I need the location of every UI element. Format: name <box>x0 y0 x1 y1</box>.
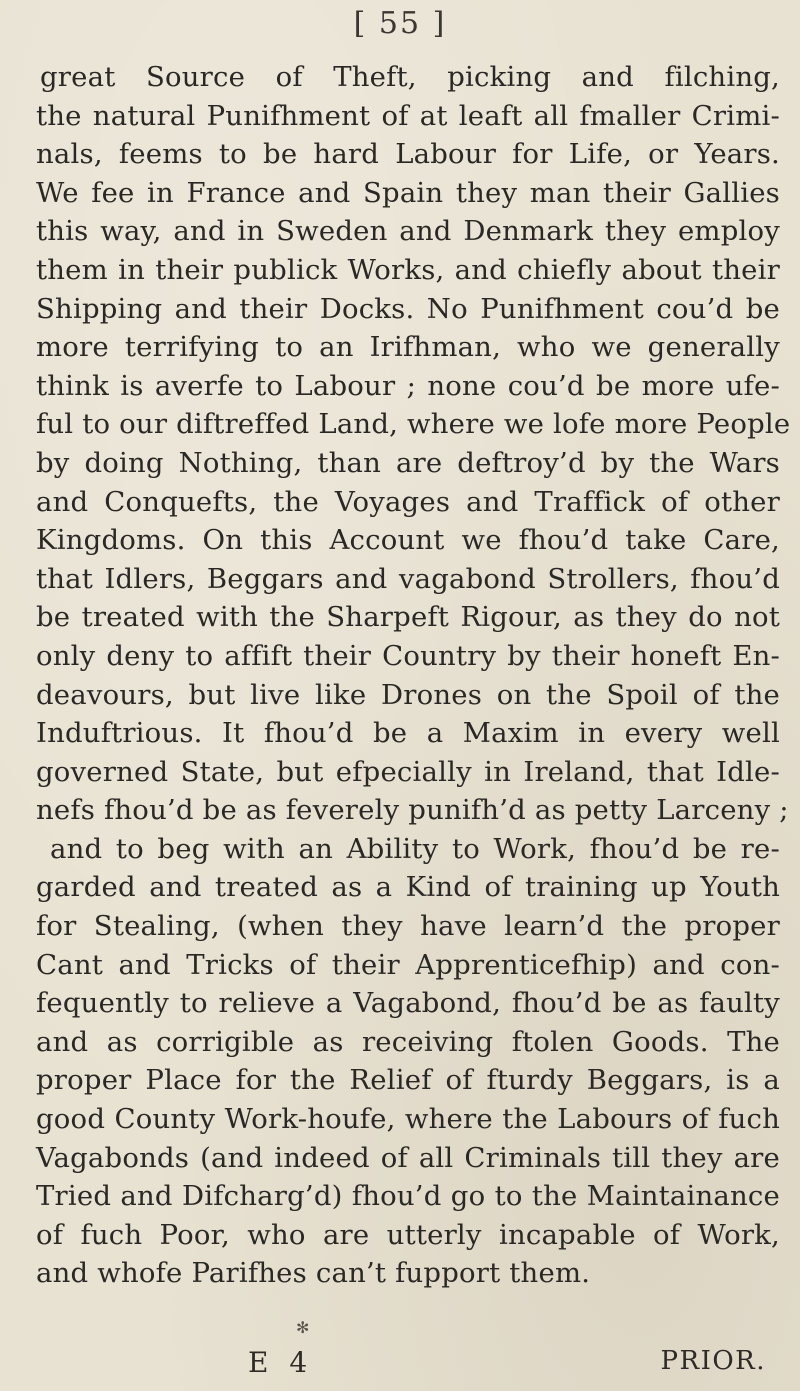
text-line: that Idlers, Beggars and vagabond Strollers, fhou’d <box>36 562 780 595</box>
text-line: deavours, but live like Drones on the Spoil of the <box>36 678 780 711</box>
text-line: fequently to relieve a Vagabond, fhou’d be as faulty <box>36 987 780 1020</box>
catchword: PRIOR. <box>660 1346 766 1376</box>
page-footer <box>0 1346 800 1386</box>
text-line: only deny to affift their Country by their honeft En- <box>36 639 780 672</box>
text-line: Cant and Tricks of their Apprenticefhip) and con- <box>36 948 780 981</box>
text-line: governed State, but efpecially in Ireland, that Idle- <box>36 755 780 788</box>
text-line: Tried and Difcharg’d) fhou’d go to the Maintainance <box>36 1180 780 1213</box>
text-line: and Conquefts, the Voyages and Traffick of other <box>36 485 780 518</box>
text-line: more terrifying to an Irifhman, who we generally <box>36 331 780 364</box>
text-line: the natural Punifhment of at leaft all fmaller Crimi- <box>36 99 780 132</box>
print-blot-icon: ✻ <box>296 1318 310 1337</box>
page-number: [ 55 ] <box>353 6 447 41</box>
text-line: think is averfe to Labour ; none cou’d be more ufe- <box>36 369 780 402</box>
text-line: nals, feems to be hard Labour for Life, or Years. <box>36 138 780 171</box>
text-line: great Source of Theft, picking and filching, <box>40 61 780 93</box>
text-line: by doing Nothing, than are deftroy’d by the Wars <box>36 446 780 479</box>
text-line: garded and treated as a Kind of training up Youth <box>36 871 780 904</box>
text-line: nefs fhou’d be as feverely punifh’d as petty Larceny ; <box>36 794 789 827</box>
text-line: for Stealing, (when they have learn’d the proper <box>36 910 780 943</box>
text-line: this way, and in Sweden and Denmark they employ <box>36 215 780 248</box>
text-line: proper Place for the Relief of fturdy Beggars, is a <box>36 1064 780 1097</box>
text-line: and as corrigible as receiving ftolen Goods. The <box>36 1025 780 1058</box>
text-line: be treated with the Sharpeft Rigour, as they do not <box>36 601 780 634</box>
text-line: Vagabonds (and indeed of all Criminals till they are <box>36 1141 780 1174</box>
signature-mark: E 4 <box>248 1346 314 1379</box>
body-text <box>36 58 791 1293</box>
text-line: and to beg with an Ability to Work, fhou’d be re- <box>50 832 780 865</box>
text-line: We fee in France and Spain they man their Gallies <box>36 176 780 209</box>
text-line: Kingdoms. On this Account we fhou’d take Care, <box>36 524 780 557</box>
text-line: of fuch Poor, who are utterly incapable of Work, <box>36 1218 780 1251</box>
text-line: them in their publick Works, and chiefly about their <box>36 253 780 286</box>
text-line: and whofe Parifhes can’t fupport them. <box>36 1257 591 1290</box>
text-line: Shipping and their Docks. No Punifhment cou’d be <box>36 292 780 325</box>
text-line: good County Work-houfe, where the Labours of fuch <box>36 1103 780 1136</box>
text-line: ful to our diftreffed Land, where we lofe more People <box>36 408 791 441</box>
text-line: Induftrious. It fhou’d be a Maxim in every well <box>36 717 780 750</box>
